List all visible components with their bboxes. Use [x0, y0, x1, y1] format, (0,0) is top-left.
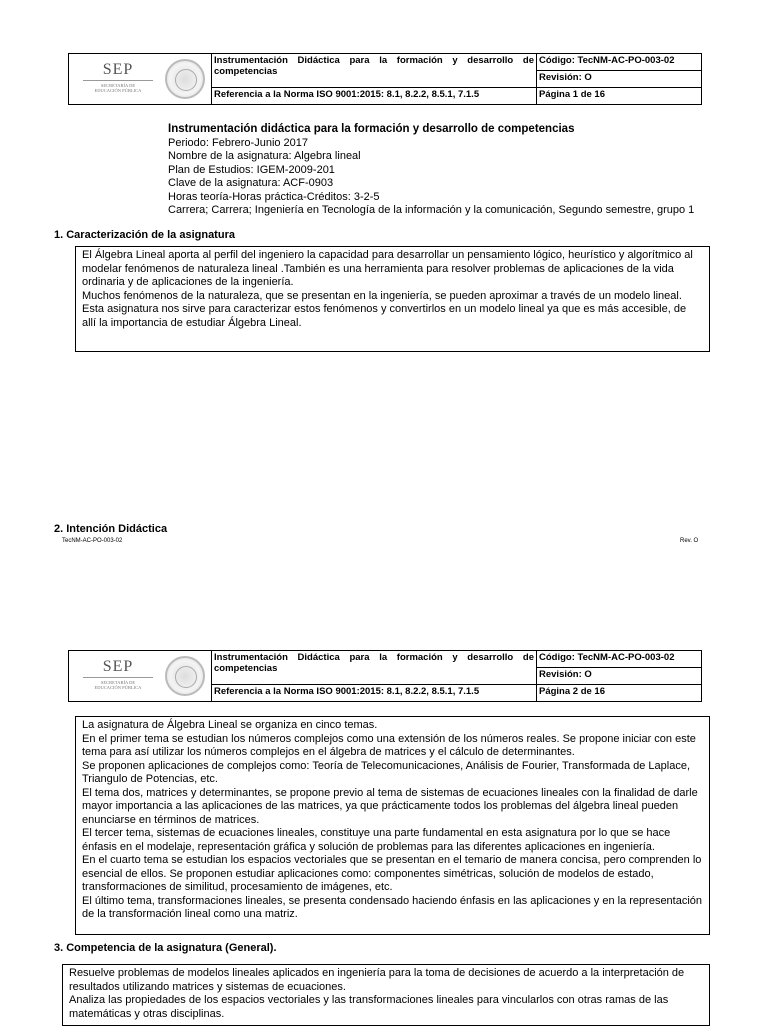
page-number: Página 1 de 16: [537, 88, 702, 105]
info-heading: Instrumentación didáctica para la formación y desarrollo de competencias: [168, 123, 575, 135]
info-line: Nombre de la asignatura: Algebra lineal: [168, 150, 361, 162]
sep-logo: SEP SECRETARÍA DE EDUCACIÓN PÚBLICA: [69, 651, 212, 702]
paragraph: El tema dos, matrices y determinantes, se propone previo al tema de sistemas de ecuaciones lineales con la finalidad de darle mayor importancia a las aplicaciones de las matrices, ya que prácticamente todos los problemas del álgebra lineal pueden enunciarse en términos de matrices.: [82, 786, 698, 826]
section-1-box: [75, 246, 710, 352]
course-info: [168, 123, 758, 218]
section-2-title: 2. Intención Didáctica: [54, 523, 168, 535]
revision-label: Revisión: O: [537, 668, 702, 685]
paragraph: La asignatura de Álgebra Lineal se organiza en cinco temas.: [82, 719, 378, 731]
info-line: Periodo: Febrero-Junio 2017: [168, 136, 309, 149]
paragraph: El último tema, transformaciones lineales, se presenta condensado haciendo énfasis en las aplicaciones y en la representación de la transformación lineal como una matriz.: [82, 894, 703, 920]
paragraph: El Álgebra Lineal aporta al perfil del ingeniero la capacidad para desarrollar un pensamiento lógico, heurístico y algorítmico al modelar fenómenos de naturaleza lineal .También es una herramienta para resolver problemas de aplicaciones de la vida ordinaria y de aplicaciones de la ingeniería.: [82, 249, 693, 288]
sep-logo: SEP SECRETARÍA DE EDUCACIÓN PÚBLICA: [69, 54, 212, 105]
norma-reference: Referencia a la Norma ISO 9001:2015: 8.1, 8.2.2, 8.5.1, 7.1.5: [212, 88, 537, 105]
page2-header-table: [68, 650, 702, 702]
footer-rev: Rev. O: [680, 538, 699, 544]
code-label: Código: TecNM-AC-PO-003-02: [537, 54, 702, 71]
section-3-title: 3. Competencia de la asignatura (General).: [54, 942, 277, 954]
page1-header-table: [68, 53, 702, 105]
paragraph: Analiza las propiedades de los espacios vectoriales y las transformaciones lineales para vincularlos con otras ramas de las matemáticas y otras disciplinas.: [69, 994, 669, 1020]
paragraph: En el cuarto tema se estudian los espacios vectoriales que se presentan en el temario de manera concisa, pero comprenden lo esencial de ellos. Se proponen estudiar aplicaciones como: componentes simétricas, solución de modelos de estado, transformaciones de similitud, procesamiento de imágenes, etc.: [82, 854, 702, 893]
seal-icon: [165, 656, 205, 696]
paragraph: Muchos fenómenos de la naturaleza, que se presentan en la ingeniería, se pueden aproximar a través de un modelo lineal. Esta asignatura nos sirve para caracterizar estos fenómenos y convertirlos en un modelo lineal ya que es más accesible, de allí la importancia de estudiar Álgebra Lineal.: [82, 289, 687, 329]
section-1-title: 1. Caracterización de la asignatura: [54, 229, 235, 241]
info-line: Clave de la asignatura: ACF-0903: [168, 177, 334, 189]
paragraph: Resuelve problemas de modelos lineales aplicados en ingeniería para la toma de decisiones de acuerdo a la interpretación de resultados utilizando matrices y sistemas de ecuaciones.: [69, 967, 685, 993]
section-3-box: [62, 964, 710, 1026]
revision-label: Revisión: O: [537, 71, 702, 88]
paragraph: Se proponen aplicaciones de complejos como: Teoría de Telecomunicaciones, Análisis de Fourier, Transformada de Laplace, Triangulo de Potencias, etc.: [82, 759, 691, 785]
seal-icon: [165, 59, 205, 99]
footer-code: TecNM-AC-PO-003-02: [62, 538, 123, 544]
paragraph: En el primer tema se estudian los números complejos como una extensión de los números reales. Se propone iniciar con este tema para así utilizar los números complejos en el álgebra de matrices y el cálculo de determinantes.: [82, 732, 696, 758]
info-line: Horas teoría-Horas práctica-Créditos: 3-2-5: [168, 190, 380, 203]
info-line: Plan de Estudios: IGEM-2009-201: [168, 163, 335, 176]
document-title: Instrumentación Didáctica para la formación y desarrollo de competencias: [212, 651, 537, 685]
code-label: Código: TecNM-AC-PO-003-02: [537, 651, 702, 668]
info-line: Carrera; Carrera; Ingeniería en Tecnología de la información y la comunicación, Segundo semestre, grupo 1: [168, 204, 695, 216]
paragraph: El tercer tema, sistemas de ecuaciones lineales, constituye una parte fundamental en esta asignatura por lo que se hace énfasis en el modelaje, representación gráfica y solución de problemas para las diferentes aplicaciones en ingeniería.: [82, 827, 671, 853]
section-2-box: [75, 716, 710, 935]
norma-reference: Referencia a la Norma ISO 9001:2015: 8.1, 8.2.2, 8.5.1, 7.1.5: [212, 685, 537, 702]
document-title: Instrumentación Didáctica para la formación y desarrollo de competencias: [212, 54, 537, 88]
page-number: Página 2 de 16: [537, 685, 702, 702]
